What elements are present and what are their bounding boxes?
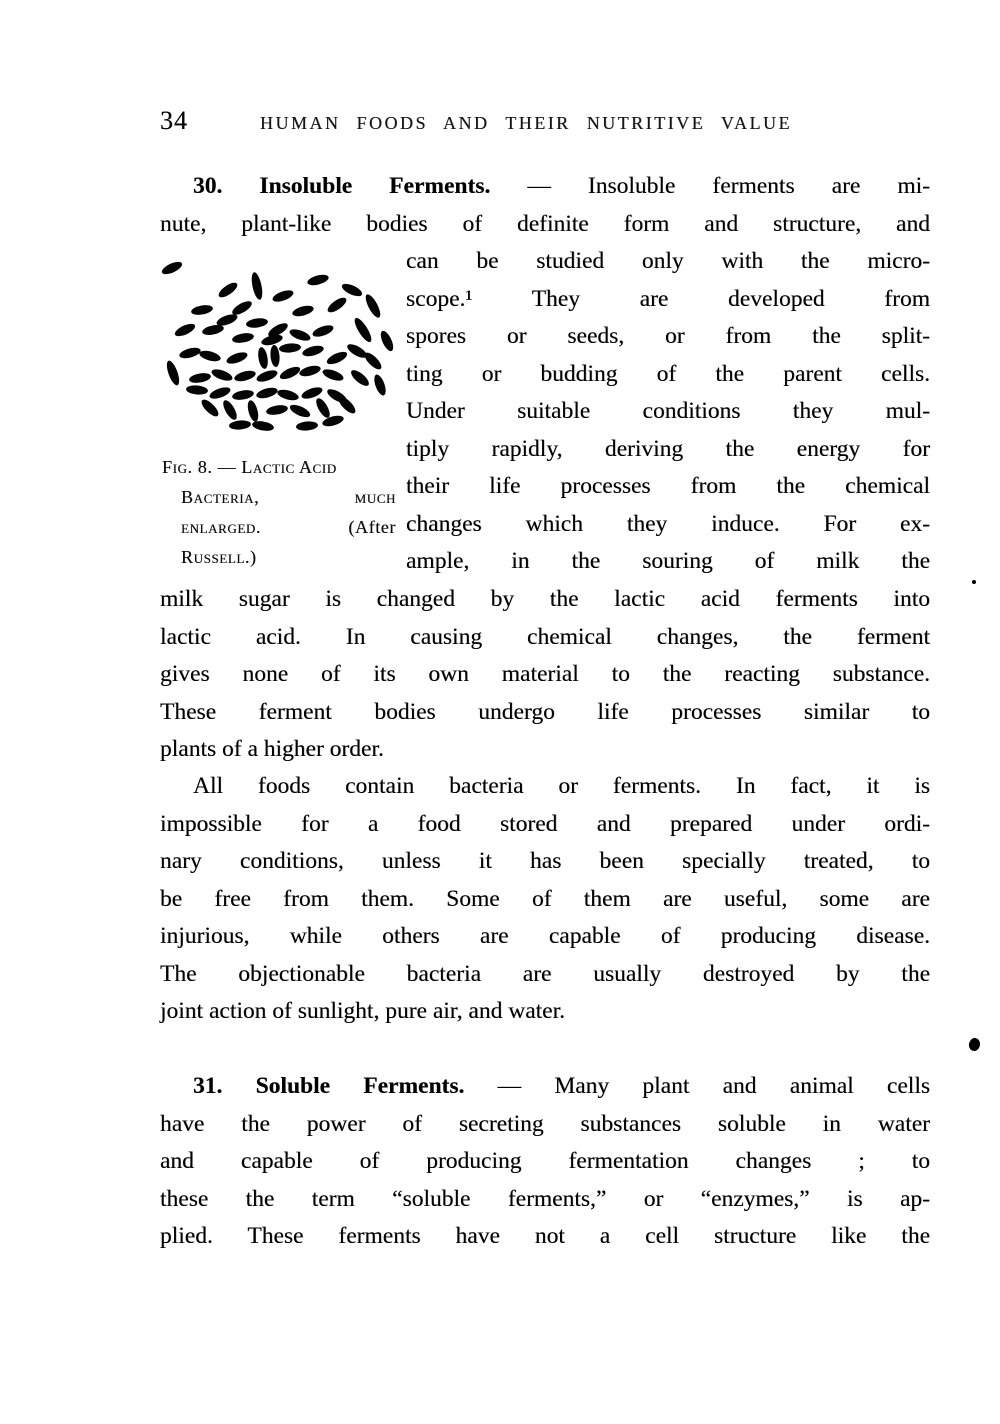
bacterium-rod bbox=[288, 402, 312, 419]
text-line: gives none of its own material to the reacting substance. bbox=[160, 661, 930, 687]
section-30-wrapped-column bbox=[406, 243, 930, 581]
text-line: The objectionable bacteria are usually destroyed by the bbox=[160, 960, 930, 987]
text-line: milk sugar is changed by the lactic acid ferments into bbox=[160, 586, 930, 612]
section-30-lead-rest: — Insoluble ferments are mi- bbox=[490, 173, 931, 199]
caption-line bbox=[162, 482, 396, 512]
section-31-heading: 31. Soluble Ferments. bbox=[193, 1073, 465, 1099]
text-line: lactic acid. In causing chemical changes, the ferment bbox=[160, 623, 930, 650]
bacterium-rod bbox=[336, 394, 358, 416]
caption-word: Bacteria, bbox=[181, 487, 260, 507]
text-line: changes which they induce. For ex- bbox=[406, 510, 930, 537]
text-line: nary conditions, unless it has been specially treated, to bbox=[160, 848, 930, 874]
bacterium-rod bbox=[221, 398, 240, 422]
section-30-continuation bbox=[160, 581, 930, 769]
section-31 bbox=[160, 1068, 930, 1256]
text-line: plants of a higher order. bbox=[160, 736, 384, 762]
bacterium-rod bbox=[255, 368, 279, 384]
text-line: All foods contain bacteria or ferments. In fact, it is bbox=[193, 773, 930, 799]
bacterium-rod bbox=[225, 350, 249, 366]
text-line: impossible for a food stored and prepared under ordi- bbox=[160, 810, 930, 837]
text-line: these the term “soluble ferments,” or “enzymes,” is ap- bbox=[160, 1185, 930, 1212]
bacterium-rod bbox=[246, 399, 260, 423]
bacterium-rod bbox=[231, 389, 254, 402]
margin-ink-dot bbox=[972, 580, 976, 584]
caption-word: enlarged. bbox=[181, 517, 261, 537]
bacterium-rod bbox=[291, 304, 315, 318]
bacterium-rod bbox=[216, 280, 239, 300]
caption-line: Russell.) bbox=[181, 547, 257, 567]
text-line: These ferment bodies undergo life processes similar to bbox=[160, 698, 930, 725]
bacterium-rod bbox=[198, 349, 222, 363]
text-line bbox=[160, 1068, 930, 1106]
text-line: spores or seeds, or from the split- bbox=[406, 323, 930, 349]
section-31-lead-rest: — Many plant and animal cells bbox=[464, 1073, 930, 1099]
bacterium-rod bbox=[298, 364, 322, 378]
section-30-lead bbox=[160, 168, 930, 243]
bacterium-rod bbox=[362, 350, 384, 372]
paragraph-lines bbox=[160, 806, 930, 994]
bacterium-rod bbox=[178, 346, 202, 360]
paragraph-all-foods bbox=[160, 768, 930, 1031]
bacterium-rod bbox=[372, 373, 388, 397]
caption-word: much bbox=[354, 487, 396, 507]
bacterium-rod bbox=[190, 304, 213, 317]
bacterium-rod bbox=[300, 385, 324, 401]
text-line: plied. These ferments have not a cell structure like the bbox=[160, 1223, 930, 1249]
text-line bbox=[160, 168, 930, 206]
margin-ink-blob bbox=[967, 1037, 981, 1053]
bacterium-rod bbox=[271, 288, 295, 304]
bacterium-rod bbox=[325, 295, 348, 315]
bacterium-rod bbox=[186, 385, 209, 396]
text-line: be free from them. Some of them are useful, some are bbox=[160, 885, 930, 912]
figure-caption bbox=[162, 452, 396, 572]
caption-word: (After bbox=[348, 517, 396, 537]
caption-line: Fig. 8. — Lactic Acid bbox=[162, 457, 337, 477]
page-header bbox=[160, 106, 930, 138]
text-line: and capable of producing fermentation changes ; to bbox=[160, 1148, 930, 1174]
text-line: their life processes from the chemical bbox=[406, 473, 930, 499]
text-line: can be studied only with the micro- bbox=[406, 248, 930, 274]
running-title: HUMAN FOODS AND THEIR NUTRITIVE VALUE bbox=[260, 113, 793, 133]
bacterium-rod bbox=[270, 345, 281, 368]
bacterium-rod bbox=[278, 364, 302, 381]
bacterium-rod bbox=[340, 281, 364, 298]
text-line: have the power of secreting substances soluble in water bbox=[160, 1110, 930, 1137]
bacterium-rod bbox=[378, 329, 395, 353]
paragraph-lines bbox=[160, 1106, 930, 1256]
page-number: 34 bbox=[160, 106, 188, 135]
bacterium-rod bbox=[306, 273, 330, 287]
bacterium-rod bbox=[279, 343, 302, 354]
bacterium-rod bbox=[173, 321, 197, 338]
text-line: scope.¹ They are developed from bbox=[406, 285, 930, 312]
bacterium-rod bbox=[257, 346, 270, 369]
bacterium-rod bbox=[301, 344, 325, 358]
bacteria-illustration-svg bbox=[160, 256, 410, 451]
bacterium-rod bbox=[265, 404, 288, 417]
bacterium-rod bbox=[363, 292, 383, 319]
bacterium-rod bbox=[188, 372, 211, 385]
bacterium-rod bbox=[231, 332, 254, 345]
section-30-heading: 30. Insoluble Ferments. bbox=[193, 173, 491, 199]
bacterium-rod bbox=[311, 323, 335, 339]
text-line: Under suitable conditions they mul- bbox=[406, 398, 930, 424]
bacterium-rod bbox=[208, 385, 232, 401]
bacterium-rod bbox=[210, 367, 234, 383]
bacterium-rod bbox=[321, 367, 345, 383]
bacterium-rod bbox=[352, 316, 374, 345]
figure-8 bbox=[160, 256, 410, 567]
bacterium-rod bbox=[314, 396, 333, 420]
paragraph-lines bbox=[160, 581, 930, 731]
bacterium-rod bbox=[288, 327, 312, 343]
bacterium-rod bbox=[199, 397, 221, 419]
bacterium-rod bbox=[245, 317, 268, 329]
text-line: ample, in the souring of milk the bbox=[406, 548, 930, 574]
text-line: ting or budding of the parent cells. bbox=[406, 360, 930, 387]
bacterium-rod bbox=[276, 388, 300, 402]
bacterium-rod bbox=[296, 421, 319, 432]
text-line: joint action of sunlight, pure air, and water. bbox=[160, 998, 565, 1024]
text-line: nute, plant-like bodies of definite form and structure, and bbox=[160, 210, 930, 237]
text-line: injurious, while others are capable of producing disease. bbox=[160, 923, 930, 949]
bacterium-rod bbox=[160, 259, 184, 276]
bacterium-rod bbox=[164, 359, 181, 387]
bacterium-rod bbox=[255, 386, 279, 400]
bacterium-rod bbox=[250, 271, 265, 300]
bacterium-rod bbox=[349, 367, 372, 388]
bacterium-rod bbox=[325, 349, 349, 366]
caption-line bbox=[162, 512, 396, 542]
bacterium-rod bbox=[229, 420, 252, 431]
text-line: tiply rapidly, deriving the energy for bbox=[406, 435, 930, 462]
bacterium-rod bbox=[233, 369, 257, 383]
